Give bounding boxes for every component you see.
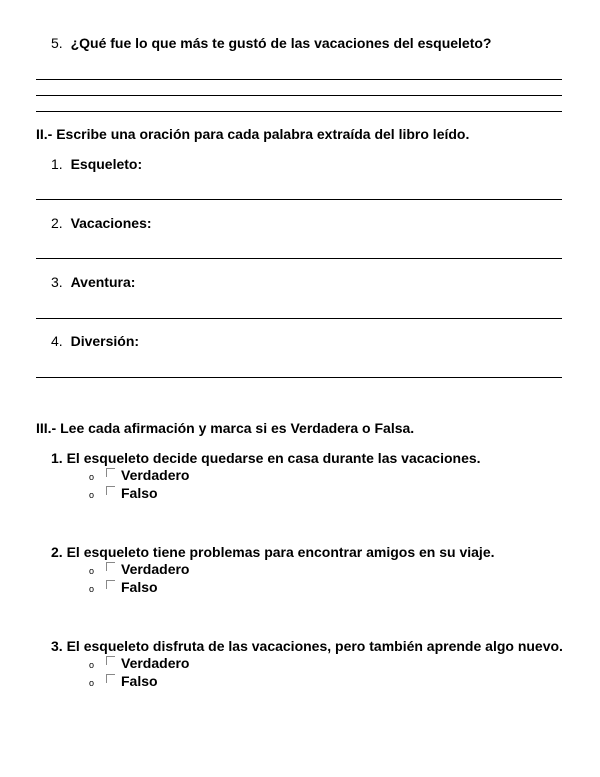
- true-false-question: [51, 638, 563, 654]
- option-label: Falso: [121, 485, 158, 501]
- answer-line[interactable]: [36, 79, 562, 80]
- option-label: Verdadero: [121, 467, 190, 483]
- checkbox[interactable]: [106, 486, 115, 495]
- question-5: [51, 35, 491, 51]
- bullet-icon: o: [89, 584, 95, 594]
- checkbox[interactable]: [106, 674, 115, 683]
- answer-line[interactable]: [36, 199, 562, 200]
- word-item: [51, 156, 142, 172]
- question-5-text: ¿Qué fue lo que más te gustó de las vacaciones del esqueleto?: [70, 35, 492, 51]
- word-item-number: 1.: [51, 156, 63, 172]
- answer-line[interactable]: [36, 377, 562, 378]
- word-item: [51, 333, 139, 349]
- question-text: El esqueleto disfruta de las vacaciones, pero también aprende algo nuevo.: [66, 638, 563, 654]
- word-item-label: Esqueleto:: [70, 156, 143, 172]
- question-text: El esqueleto decide quedarse en casa durante las vacaciones.: [66, 450, 481, 466]
- section-3-heading: III.- Lee cada afirmación y marca si es Verdadera o Falsa.: [36, 420, 415, 436]
- answer-line[interactable]: [36, 318, 562, 319]
- checkbox[interactable]: [106, 580, 115, 589]
- answer-line[interactable]: [36, 258, 562, 259]
- question-text: El esqueleto tiene problemas para encontrar amigos en su viaje.: [66, 544, 495, 560]
- bullet-icon: o: [89, 660, 95, 670]
- question-5-number: 5.: [51, 35, 63, 51]
- checkbox[interactable]: [106, 656, 115, 665]
- true-false-question: [51, 450, 481, 466]
- answer-line[interactable]: [36, 111, 562, 112]
- checkbox[interactable]: [106, 562, 115, 571]
- word-item: [51, 215, 152, 231]
- true-false-question: [51, 544, 495, 560]
- option-label: Verdadero: [121, 561, 190, 577]
- option-label: Verdadero: [121, 655, 190, 671]
- option-label: Falso: [121, 579, 158, 595]
- word-item-label: Vacaciones:: [70, 215, 152, 231]
- word-item-label: Diversión:: [70, 333, 140, 349]
- answer-line[interactable]: [36, 95, 562, 96]
- option-label: Falso: [121, 673, 158, 689]
- checkbox[interactable]: [106, 468, 115, 477]
- bullet-icon: o: [89, 472, 95, 482]
- word-item-number: 4.: [51, 333, 63, 349]
- word-item-label: Aventura:: [70, 274, 136, 290]
- question-number: 1.: [51, 450, 63, 466]
- question-number: 2.: [51, 544, 63, 560]
- section-2-heading: II.- Escribe una oración para cada palabra extraída del libro leído.: [36, 126, 470, 142]
- word-item-number: 3.: [51, 274, 63, 290]
- bullet-icon: o: [89, 678, 95, 688]
- bullet-icon: o: [89, 490, 95, 500]
- bullet-icon: o: [89, 566, 95, 576]
- word-item-number: 2.: [51, 215, 63, 231]
- question-number: 3.: [51, 638, 63, 654]
- word-item: [51, 274, 135, 290]
